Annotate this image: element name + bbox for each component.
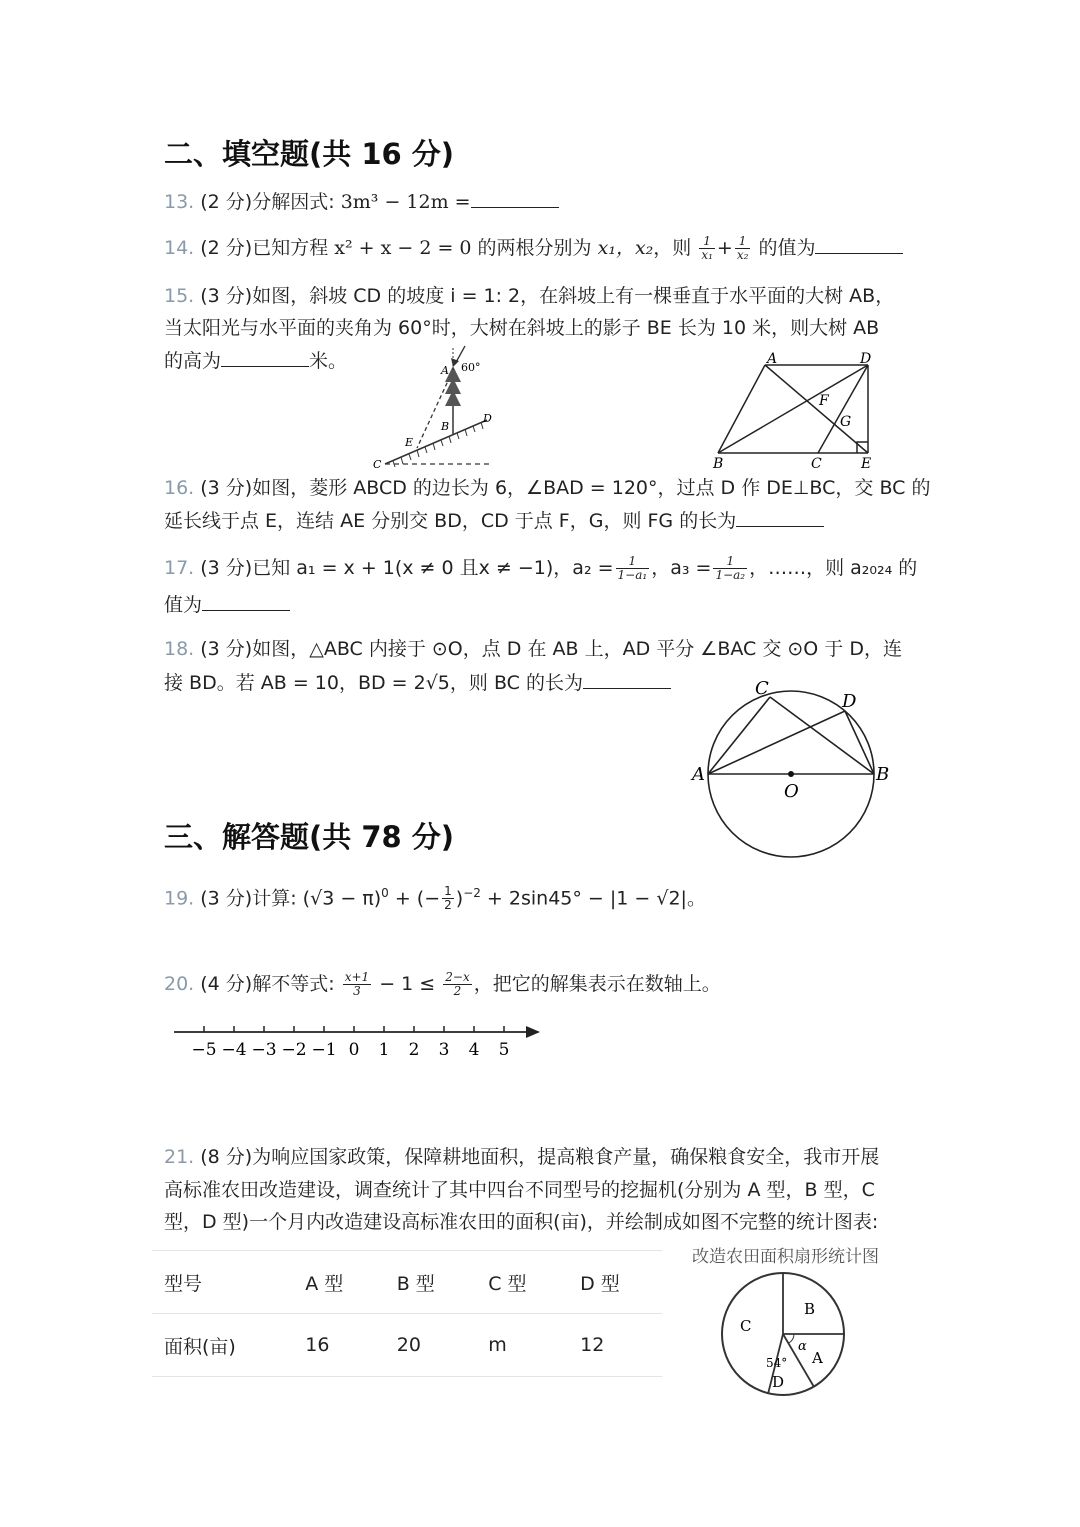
- fig15-label-b: B: [441, 420, 450, 433]
- pie-label-d: D: [772, 1373, 785, 1391]
- answer-blank: [471, 189, 559, 208]
- fig18-label-c: C: [755, 678, 769, 699]
- question-number: 16.: [164, 477, 195, 499]
- pie-label-a: A: [812, 1349, 823, 1367]
- table-cell: 20: [385, 1314, 477, 1377]
- question-text: ，a₃ =: [651, 557, 712, 579]
- number-line-tick-label: −1: [311, 1040, 337, 1060]
- fig15-label-e: E: [405, 436, 414, 449]
- fig15-angle-label: 60°: [461, 361, 481, 374]
- fraction: $\frac{1}{\text{1−a₂}}$: [715, 554, 746, 582]
- figure-circle: [688, 672, 898, 862]
- question-19: [164, 877, 706, 914]
- plus-sign: +: [716, 237, 733, 259]
- question-text: 分解因式:: [252, 191, 341, 213]
- fig15-label-a: A: [441, 364, 449, 377]
- fraction: $\frac{1}{\text{x₂}}$: [736, 234, 749, 262]
- table-cell: B 型: [385, 1251, 477, 1314]
- fraction: $\frac{1}{2}$: [444, 884, 452, 913]
- question-points: (3 分): [200, 638, 253, 660]
- figure-rhombus: [705, 348, 890, 473]
- number-line-tick-label: 0: [348, 1040, 360, 1060]
- table-cell: D 型: [568, 1251, 662, 1314]
- table-cell: A 型: [293, 1251, 384, 1314]
- question-number: 21.: [164, 1146, 195, 1168]
- question-20: [164, 968, 721, 1000]
- question-text: ，……，则 a₂₀₂₄ 的: [749, 557, 918, 579]
- table-cell: m: [476, 1314, 568, 1377]
- question-text: 的高为: [164, 350, 222, 372]
- math-equation: x² + x − 2 = 0: [334, 237, 472, 259]
- question-text: − 1 ≤: [373, 973, 442, 995]
- fraction: $\frac{x+1}{3}$: [344, 970, 370, 998]
- math-expression: 3m³ − 12m =: [340, 191, 471, 213]
- question-text: 已知方程: [252, 237, 335, 259]
- fig18-label-b: B: [876, 764, 890, 785]
- question-text: ，则: [653, 237, 698, 259]
- question-text: 米。: [309, 350, 348, 372]
- pie-label-b: B: [804, 1300, 816, 1318]
- fraction: $\frac{1}{\text{1−a₁}}$: [617, 554, 648, 582]
- question-text: 延长线于点 E，连结 AE 分别交 BD，CD 于点 F，G，则 FG 的长为: [164, 510, 737, 532]
- question-14: [164, 232, 903, 264]
- pie-label-angle: 54°: [766, 1356, 788, 1370]
- table-cell: 面积(亩): [152, 1314, 293, 1377]
- question-21-line-2: 高标准农田改造建设，调查统计了其中四台不同型号的挖掘机(分别为 A 型，B 型，C: [164, 1179, 875, 1201]
- question-15: [164, 280, 894, 312]
- fraction: $\frac{1}{\text{x₁}}$: [701, 234, 713, 262]
- question-points: (3 分): [200, 477, 253, 499]
- question-13: [164, 186, 559, 218]
- answer-blank: [815, 235, 903, 254]
- question-text: 值为: [164, 594, 203, 616]
- question-number: 19.: [164, 887, 195, 910]
- question-21-line-3: 型，D 型)一个月内改造建设高标准农田的面积(亩)，并绘制成如图不完整的统计图表:: [164, 1211, 879, 1233]
- question-points: (3 分): [200, 557, 253, 579]
- number-line-tick-label: 2: [408, 1040, 420, 1060]
- question-number: 15.: [164, 285, 195, 307]
- number-line-tick-label: −4: [221, 1040, 247, 1060]
- exponent: 0: [381, 886, 389, 900]
- question-text: 的两根分别为: [471, 237, 598, 259]
- question-21: [164, 1141, 879, 1173]
- question-number: 13.: [164, 191, 195, 213]
- pie-chart-title: 改造农田面积扇形统计图: [692, 1247, 879, 1267]
- fig18-label-d: D: [842, 691, 857, 712]
- number-line-tick-label: 4: [468, 1040, 480, 1060]
- question-number: 14.: [164, 237, 195, 259]
- question-text: 如图，△ABC 内接于 ⊙O，点 D 在 AB 上，AD 平分 ∠BAC 交 ⊙O 于 D，连: [252, 638, 902, 660]
- question-16-line-2: [164, 505, 824, 537]
- pie-label-alpha: α: [798, 1339, 807, 1354]
- answer-blank: [736, 508, 824, 527]
- pie-label-c: C: [740, 1317, 752, 1335]
- question-text: 计算: (√3 − π): [252, 887, 382, 910]
- question-text: + 2sin45° − |1 − √2|。: [480, 887, 706, 910]
- question-text: 接 BD。若 AB = 10，BD = 2√5，则 BC 的长为: [164, 672, 583, 694]
- question-15-line-3: [164, 345, 347, 377]
- question-text: 如图，斜坡 CD 的坡度 i = 1: 2，在斜坡上有一棵垂直于水平面的大树 AB，: [252, 285, 895, 307]
- answer-blank: [583, 670, 671, 689]
- fig16-label-a: A: [767, 351, 778, 367]
- figure-slope-tree: [365, 340, 505, 475]
- question-text: ，把它的解集表示在数轴上。: [473, 973, 721, 995]
- question-18: [164, 633, 902, 665]
- question-number: 20.: [164, 973, 195, 995]
- question-16: [164, 472, 930, 504]
- table-cell: C 型: [476, 1251, 568, 1314]
- fig18-label-a: A: [692, 764, 705, 785]
- number-line-tick-label: 3: [438, 1040, 450, 1060]
- question-points: (3 分): [200, 285, 253, 307]
- question-17: [164, 552, 917, 584]
- fig16-label-f: F: [819, 393, 829, 409]
- question-points: (2 分): [200, 191, 253, 213]
- area-table: [152, 1250, 662, 1377]
- question-text: 已知 a₁ = x + 1(x ≠ 0 且x ≠ −1)，a₂ =: [252, 557, 614, 579]
- fig16-label-g: G: [840, 414, 852, 430]
- fig18-label-o: O: [784, 781, 799, 802]
- table-cell: 12: [568, 1314, 662, 1377]
- number-line-tick-label: −3: [251, 1040, 277, 1060]
- question-number: 17.: [164, 557, 195, 579]
- number-line: [170, 1018, 550, 1066]
- answer-blank: [202, 592, 290, 611]
- question-18-line-2: [164, 667, 671, 699]
- question-points: (8 分): [200, 1146, 253, 1168]
- number-line-tick-label: −5: [191, 1040, 217, 1060]
- fig15-label-c: C: [373, 458, 382, 471]
- answer-blank: [221, 348, 309, 367]
- table-cell: 16: [293, 1314, 384, 1377]
- number-line-tick-label: −2: [281, 1040, 307, 1060]
- section-heading-fill-in: 二、填空题(共 16 分): [164, 137, 455, 171]
- math-roots: x₁，x₂: [597, 237, 654, 259]
- exponent: −2: [463, 886, 481, 900]
- question-text: 如图，菱形 ABCD 的边长为 6，∠BAD = 120°，过点 D 作 DE⊥BC，交 BC 的: [252, 477, 931, 499]
- question-number: 18.: [164, 638, 195, 660]
- question-points: (4 分): [200, 973, 253, 995]
- fraction: $\frac{2-x}{2}$: [445, 970, 470, 998]
- pie-chart: [716, 1270, 851, 1398]
- fig16-label-b: B: [713, 456, 724, 472]
- question-text: 为响应国家政策，保障耕地面积，提高粮食产量，确保粮食安全，我市开展: [252, 1146, 880, 1168]
- fig16-label-d: D: [860, 351, 872, 367]
- fig16-label-c: C: [811, 456, 822, 472]
- fig16-label-e: E: [861, 456, 872, 472]
- question-text: + (−: [388, 887, 441, 910]
- question-text: 解不等式:: [252, 973, 341, 995]
- question-text: ): [455, 887, 464, 910]
- question-text: 的值为: [752, 237, 816, 259]
- question-15-line-2: 当太阳光与水平面的夹角为 60°时，大树在斜坡上的影子 BE 长为 10 米，则大树 AB: [164, 317, 880, 339]
- section-heading-answer: 三、解答题(共 78 分): [164, 820, 455, 854]
- question-points: (3 分): [200, 887, 253, 910]
- table-cell: 型号: [152, 1251, 293, 1314]
- question-17-line-2: [164, 589, 290, 621]
- table-header-row: [152, 1251, 662, 1314]
- fig15-label-d: D: [483, 412, 492, 425]
- table-row: [152, 1314, 662, 1377]
- number-line-tick-label: 1: [378, 1040, 390, 1060]
- question-points: (2 分): [200, 237, 253, 259]
- number-line-tick-label: 5: [498, 1040, 510, 1060]
